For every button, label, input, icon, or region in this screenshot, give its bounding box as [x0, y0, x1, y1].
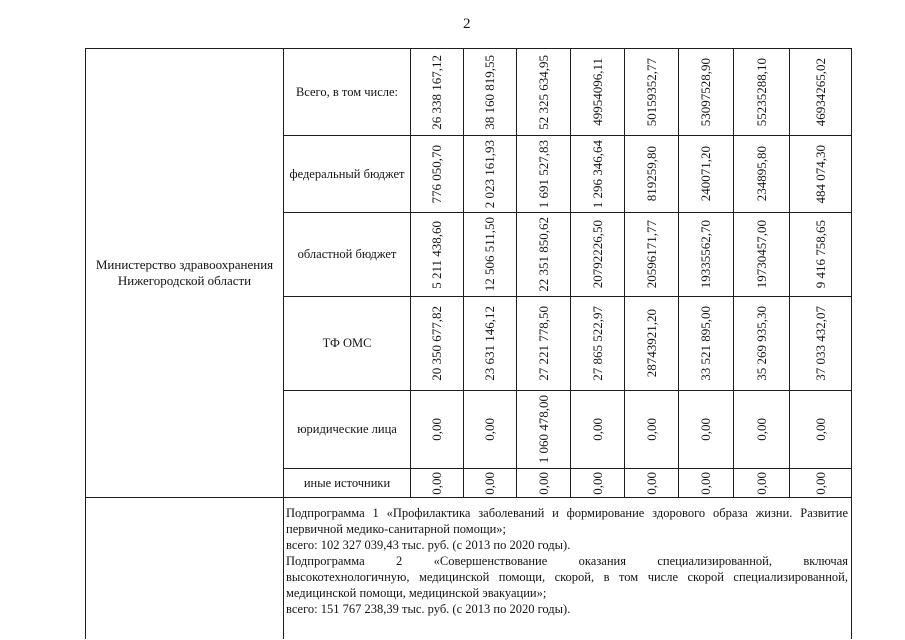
table-cell: [625, 469, 679, 498]
cell-value: 1 060 478,00: [535, 395, 551, 464]
cell-value: 0,00: [643, 471, 659, 495]
cell-value: 0,00: [482, 418, 497, 441]
table-cell: [734, 136, 790, 213]
cell-value: 22 351 850,62: [535, 217, 551, 292]
row-label-cell: [284, 136, 411, 213]
cell-value: 1 691 527,83: [535, 139, 551, 209]
cell-value: 1 296 346,64: [589, 139, 605, 209]
table-cell: [411, 391, 464, 469]
cell-value: 20792226,50: [589, 220, 605, 289]
table-cell: [679, 213, 734, 297]
cell-value: 35 269 935,30: [753, 306, 769, 381]
funding-table: [85, 48, 852, 639]
row-label: федеральный бюджет: [289, 166, 405, 181]
table-cell: [517, 391, 571, 469]
cell-value: 9 416 758,65: [812, 220, 828, 289]
table-cell: [679, 49, 734, 136]
row-label: ТФ ОМС: [322, 336, 372, 350]
table-cell: [790, 469, 852, 498]
row-label: юридические лица: [297, 422, 397, 436]
table-cell: [464, 213, 517, 297]
table-cell: [571, 391, 625, 469]
table-cell: [734, 469, 790, 498]
table-cell: [517, 213, 571, 297]
cell-value: 28743921,20: [643, 309, 659, 378]
cell-value: 37 033 432,07: [812, 306, 828, 381]
cell-value: 0,00: [643, 418, 659, 441]
cell-value: 0,00: [589, 418, 605, 441]
cell-value: 0,00: [812, 471, 828, 495]
table-cell: [625, 213, 679, 297]
table-cell: [790, 391, 852, 469]
row-label-cell: [284, 49, 411, 136]
cell-value: 38 160 819,55: [482, 54, 497, 130]
cell-value: 484 074,30: [812, 144, 828, 204]
cell-value: 20596171,77: [643, 220, 659, 289]
table-cell: [679, 469, 734, 498]
cell-value: 12 506 511,50: [482, 217, 497, 292]
cell-value: 819259,80: [643, 146, 659, 202]
note-line: медицинской помощи, медицинской эвакуации»;: [286, 586, 547, 600]
table-cell: [571, 469, 625, 498]
cell-value: 0,00: [753, 471, 769, 495]
table-cell: [571, 297, 625, 391]
empty-cell: [86, 498, 284, 640]
cell-value: 53097528,90: [698, 57, 713, 127]
cell-value: 0,00: [429, 418, 444, 441]
table-cell: [411, 136, 464, 213]
row-label-cell: [284, 297, 411, 391]
cell-value: 46934265,02: [812, 57, 828, 127]
cell-value: 50159352,77: [643, 57, 659, 127]
table-cell: [790, 49, 852, 136]
cell-value: 20 350 677,82: [429, 306, 444, 381]
cell-value: 240071,20: [698, 146, 713, 202]
table-cell: [790, 297, 852, 391]
cell-value: 52 325 634,95: [535, 54, 551, 130]
table-row: [86, 49, 852, 136]
cell-value: 234895,80: [753, 146, 769, 202]
cell-value: 776 050,70: [429, 144, 444, 204]
row-label-cell: [284, 213, 411, 297]
table-cell: [517, 49, 571, 136]
table-cell: [571, 49, 625, 136]
note-line: первичной медико-санитарной помощи»;: [286, 522, 507, 536]
table-cell: [517, 469, 571, 498]
cell-value: 5 211 438,60: [429, 220, 444, 289]
table-cell: [625, 297, 679, 391]
table-cell: [464, 49, 517, 136]
cell-value: 19730457,00: [753, 220, 769, 289]
table-cell: [679, 297, 734, 391]
organization-cell: [86, 49, 284, 498]
table-cell: [679, 136, 734, 213]
table-cell: [790, 213, 852, 297]
table-cell: [625, 49, 679, 136]
row-label: иные источники: [303, 475, 391, 490]
cell-value: 0,00: [753, 418, 769, 441]
cell-value: 19335562,70: [698, 220, 713, 289]
cell-value: 0,00: [812, 418, 828, 441]
table-cell: [464, 391, 517, 469]
table-cell: [734, 297, 790, 391]
table-cell: [411, 297, 464, 391]
note-line: всего: 102 327 039,43 тыс. руб. (с 2013 по 2020 годы).: [286, 538, 571, 552]
cell-value: 0,00: [698, 418, 713, 441]
table-cell: [790, 136, 852, 213]
cell-value: 27 221 778,50: [535, 306, 551, 381]
cell-value: 0,00: [429, 471, 444, 495]
table-cell: [517, 136, 571, 213]
table-cell: [517, 297, 571, 391]
cell-value: 0,00: [535, 471, 551, 495]
note-line: всего: 151 767 238,39 тыс. руб. (с 2013 по 2020 годы).: [286, 602, 571, 616]
table-cell: [625, 136, 679, 213]
table-cell: [464, 136, 517, 213]
table-cell: [571, 136, 625, 213]
cell-value: 0,00: [589, 471, 605, 495]
table-cell: [464, 469, 517, 498]
organization-name: Министерство здравоохранения Нижегородской области: [95, 257, 274, 288]
table-cell: [571, 213, 625, 297]
row-label-cell: [284, 391, 411, 469]
table-cell: [411, 213, 464, 297]
table-cell: [734, 49, 790, 136]
subprograms-note-cell: [284, 498, 852, 640]
table-row: [86, 498, 852, 640]
cell-value: 26 338 167,12: [429, 54, 444, 130]
table-cell: [411, 49, 464, 136]
row-label: Всего, в том числе:: [295, 84, 399, 99]
table-cell: [411, 469, 464, 498]
page-number: 2: [463, 16, 471, 32]
row-label-cell: [284, 469, 411, 498]
cell-value: 0,00: [482, 471, 497, 495]
cell-value: 2 023 161,93: [482, 139, 497, 209]
note-line: Подпрограмма 2 «Совершенствование оказания специализированной, включая: [286, 554, 848, 568]
row-label: областной бюджет: [297, 247, 397, 261]
cell-value: 33 521 895,00: [698, 306, 713, 381]
note-line: Подпрограмма 1 «Профилактика заболеваний и формирование здорового образа жизни. Развитие: [286, 506, 848, 520]
cell-value: 49954096,11: [589, 58, 605, 126]
table-cell: [734, 213, 790, 297]
table-cell: [734, 391, 790, 469]
table-cell: [464, 297, 517, 391]
cell-value: 23 631 146,12: [482, 306, 497, 381]
note-line: высокотехнологичную, медицинской помощи, скорой, в том числе скорой специализированной,: [286, 570, 848, 584]
table-cell: [679, 391, 734, 469]
table-cell: [625, 391, 679, 469]
cell-value: 0,00: [698, 471, 713, 495]
cell-value: 55235288,10: [753, 57, 769, 127]
cell-value: 27 865 522,97: [589, 306, 605, 381]
